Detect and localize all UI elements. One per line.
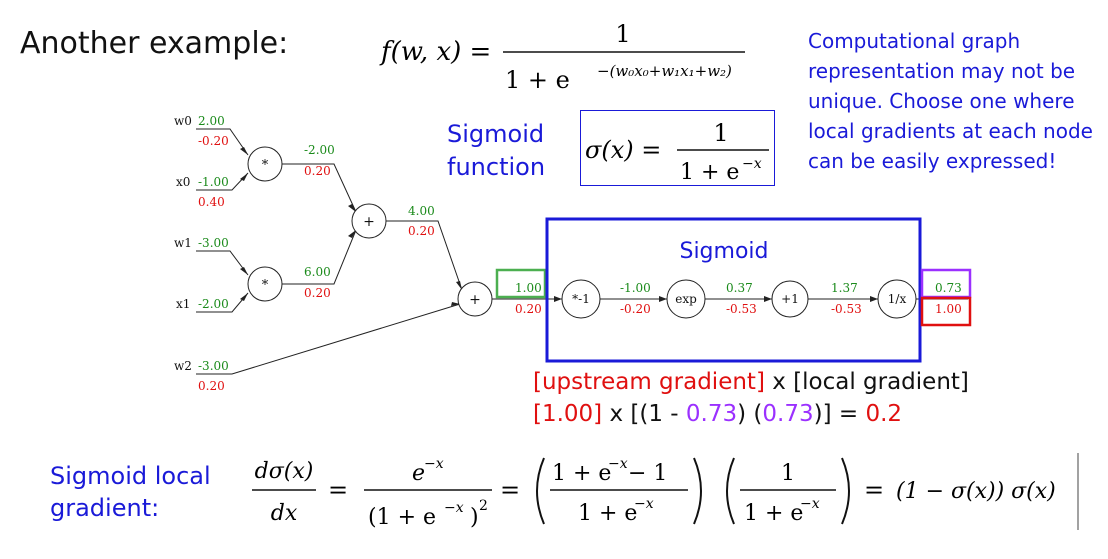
edge-neg-grad: -0.20 bbox=[620, 302, 651, 316]
top-formula-denominator: 1 + e bbox=[505, 66, 570, 94]
top-formula-numerator: 1 bbox=[615, 20, 631, 48]
input-w2-name: w2 bbox=[174, 359, 192, 373]
slide-title: Another example: bbox=[20, 26, 289, 61]
t2-right-paren bbox=[694, 458, 701, 524]
t2-denominator-exp: −x bbox=[634, 496, 654, 512]
input-w1-value: -3.00 bbox=[198, 236, 229, 250]
t1-denominator-square: 2 bbox=[479, 498, 488, 514]
node-mul1-label: * bbox=[261, 278, 269, 293]
node-mul0-label: * bbox=[261, 158, 269, 173]
upstream-gradient-text: [upstream gradient] bbox=[533, 369, 765, 395]
equals-3: = bbox=[864, 476, 885, 504]
t1-numerator-exp: −x bbox=[424, 456, 444, 472]
equals-2: = bbox=[500, 476, 521, 504]
t3-denominator-exp: −x bbox=[800, 496, 820, 512]
edge-mul1-grad: 0.20 bbox=[304, 286, 331, 300]
eq2-part-d: ) ( bbox=[737, 401, 763, 427]
t2-numerator: 1 + e bbox=[552, 461, 612, 486]
sigmoid-formula-exponent: −x bbox=[742, 156, 762, 172]
local-gradient-text: x [local gradient] bbox=[764, 369, 969, 395]
edge-mul0-grad: 0.20 bbox=[304, 164, 331, 178]
node-neg-label: *-1 bbox=[572, 292, 590, 306]
top-formula-exponent: −(w₀x₀+w₁x₁+w₂) bbox=[597, 62, 732, 80]
input-w0-value: 2.00 bbox=[198, 114, 225, 128]
sigmoid-formula-numerator: 1 bbox=[713, 119, 729, 147]
node-exp-label: exp bbox=[675, 292, 697, 306]
input-w2-grad: 0.20 bbox=[198, 379, 225, 393]
deriv-numerator: dσ(x) bbox=[254, 459, 314, 484]
node-plus1-label: +1 bbox=[781, 292, 799, 306]
t2-numerator-exp: −x bbox=[608, 456, 628, 472]
eq2-part-f: )] = bbox=[813, 401, 866, 427]
input-w0-name: w0 bbox=[174, 114, 192, 128]
t1-denominator: (1 + e bbox=[368, 505, 437, 530]
edge-plus1-value: 1.37 bbox=[831, 281, 858, 295]
edge-plus1-grad: -0.53 bbox=[831, 302, 862, 316]
t1-denominator-exp: −x bbox=[444, 500, 464, 516]
eq2-upstream: [1.00] bbox=[533, 401, 603, 427]
edge-neg-value: -1.00 bbox=[620, 281, 651, 295]
edge-add1-grad: 0.20 bbox=[515, 302, 542, 316]
sigmoid-formula-lhs: σ(x) = bbox=[585, 136, 662, 164]
sigmoid-function-label-line1: Sigmoid bbox=[447, 120, 545, 148]
edge-exp-grad: -0.53 bbox=[726, 302, 757, 316]
edge-inv-value: 0.73 bbox=[935, 281, 962, 295]
local-gradient-label-line1: Sigmoid local bbox=[50, 462, 211, 490]
eq2-sigma-1: 0.73 bbox=[685, 401, 738, 427]
edge-mul0-value: -2.00 bbox=[304, 143, 335, 157]
edge-add0-grad: 0.20 bbox=[408, 224, 435, 238]
sigmoid-formula-denominator: 1 + e bbox=[680, 160, 740, 185]
edge-exp-value: 0.37 bbox=[726, 281, 753, 295]
eq2-sigma-2: 0.73 bbox=[762, 401, 814, 427]
local-gradient-formula bbox=[248, 448, 1103, 548]
input-w1-name: w1 bbox=[174, 236, 192, 250]
t2-left-paren bbox=[537, 458, 544, 524]
local-gradient-result: (1 − σ(x)) σ(x) bbox=[896, 479, 1056, 504]
t1-numerator: e bbox=[412, 461, 426, 486]
input-x1-value: -2.00 bbox=[198, 297, 229, 311]
t3-denominator: 1 + e bbox=[744, 501, 804, 526]
local-gradient-label bbox=[50, 460, 211, 524]
t1-denominator-close: ) bbox=[470, 505, 479, 530]
t3-left-paren bbox=[727, 458, 734, 524]
edge-mul1-value: 6.00 bbox=[304, 265, 331, 279]
note-text: Computational graph representation may not be unique. Choose one where local gradients at each node can be easily expressed! bbox=[808, 29, 1093, 173]
local-gradient-label-line2: gradient: bbox=[50, 494, 160, 522]
t2-denominator: 1 + e bbox=[578, 501, 638, 526]
t2-numerator-tail: − 1 bbox=[628, 461, 668, 486]
t3-numerator: 1 bbox=[781, 461, 795, 486]
node-inv-label: 1/x bbox=[887, 292, 907, 306]
input-w2-value: -3.00 bbox=[198, 359, 229, 373]
input-x0-grad: 0.40 bbox=[198, 195, 225, 209]
edge-add0-value: 4.00 bbox=[408, 204, 435, 218]
edge-inv-grad: 1.00 bbox=[935, 302, 962, 316]
node-add1-label: + bbox=[469, 292, 481, 308]
gradient-equation-line1 bbox=[533, 369, 969, 395]
sigmoid-function-label-line2: function bbox=[447, 153, 546, 181]
eq2-result: 0.2 bbox=[865, 401, 903, 427]
gradient-equation-line2 bbox=[533, 401, 902, 427]
input-x0-value: -1.00 bbox=[198, 175, 229, 189]
input-x1-name: x1 bbox=[176, 297, 191, 311]
sigmoid-gate-label: Sigmoid bbox=[679, 239, 769, 264]
input-w0-grad: -0.20 bbox=[198, 134, 229, 148]
edge-add1-value: 1.00 bbox=[515, 281, 542, 295]
equals-1: = bbox=[328, 476, 349, 504]
deriv-denominator: dx bbox=[270, 501, 298, 526]
node-add0-label: + bbox=[363, 214, 375, 230]
input-x0-name: x0 bbox=[176, 175, 191, 189]
t3-right-paren bbox=[842, 458, 849, 524]
eq2-part-b: x [(1 - bbox=[602, 401, 686, 427]
top-formula-lhs: f(w, x) = bbox=[381, 37, 492, 67]
